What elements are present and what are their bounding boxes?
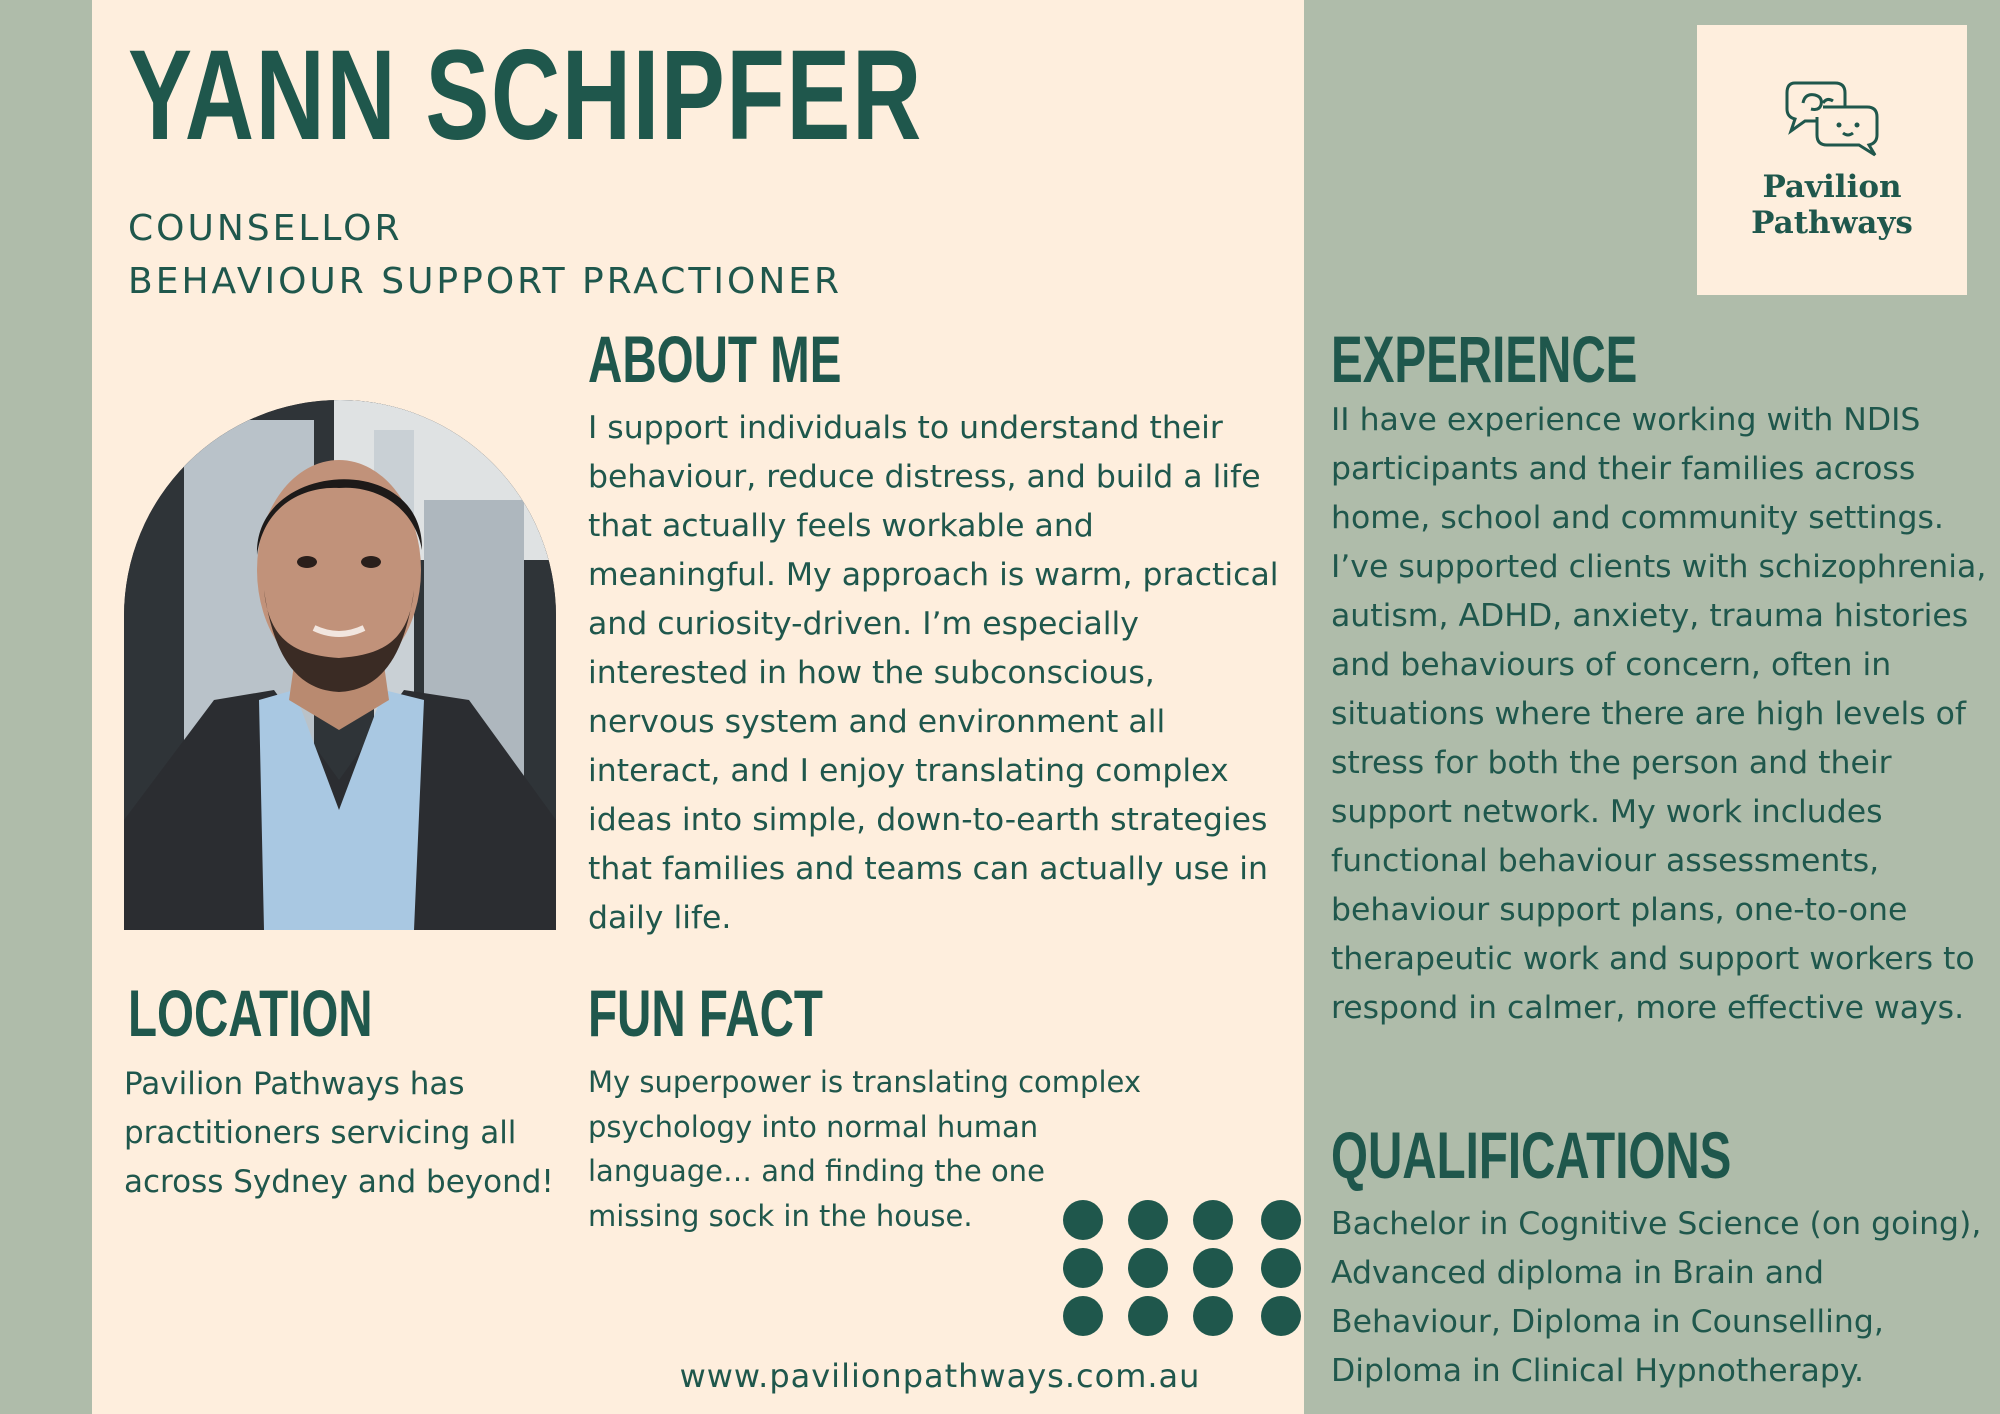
decorative-dot (1128, 1248, 1168, 1288)
portrait-image (124, 400, 556, 930)
decorative-dot (1261, 1296, 1301, 1336)
about-heading: ABOUT ME (588, 322, 842, 396)
profile-name: YANN SCHIPFER (128, 24, 923, 167)
decorative-dot (1193, 1248, 1233, 1288)
decorative-dot (1128, 1200, 1168, 1240)
qualifications-text: Bachelor in Cognitive Science (on going), Advanced diploma in Brain and Behaviour, Diploma in Counselling, Diploma in Clinical Hypnotherapy. (1331, 1206, 1982, 1389)
decorative-dot (1193, 1200, 1233, 1240)
decorative-dot (1128, 1296, 1168, 1336)
fun-fact-text: My superpower is translating complex psychology into normal human language… and finding the one missing sock in the house. (588, 1065, 1142, 1233)
decorative-dot (1063, 1248, 1103, 1288)
profile-photo (124, 400, 556, 930)
company-logo (1697, 25, 1967, 295)
decorative-dot-grid (1063, 1200, 1303, 1340)
role-title-behaviour-support: BEHAVIOUR SUPPORT PRACTIONER (128, 261, 843, 302)
fun-fact-heading: FUN FACT (588, 976, 823, 1050)
chat-bubbles-icon (1783, 77, 1881, 157)
decorative-dot (1261, 1248, 1301, 1288)
logo-text-pathways: Pathways (1751, 205, 1913, 241)
decorative-dot (1193, 1296, 1233, 1336)
experience-text: II have experience working with NDIS participants and their families across home, school and community settings. I’ve supported clients with schizophrenia, autism, ADHD, anxiety, trauma histories and behaviours of concern, often in situations where there are high levels of stress for both the person and their support network. My work includes functional behaviour assessments, behaviour support plans, one-to-one therapeutic work and support workers to respond in calmer, more effective ways. (1331, 402, 1987, 1026)
logo-text-pavilion: Pavilion (1762, 169, 1902, 205)
experience-heading: EXPERIENCE (1331, 322, 1638, 396)
website-link[interactable]: www.pavilionpathways.com.au (679, 1357, 1201, 1395)
qualifications-heading: QUALIFICATIONS (1331, 1118, 1732, 1192)
location-heading: LOCATION (128, 976, 373, 1050)
about-text: I support individuals to understand their behaviour, reduce distress, and build a life that actually feels workable and meaningful. My approach is warm, practical and curiosity-driven. I’m especially interested in how the subconscious, nervous system and environment all interact, and I enjoy translating complex ideas into simple, down-to-earth strategies that families and teams can actually use in daily life. (588, 410, 1279, 936)
decorative-dot (1261, 1200, 1301, 1240)
location-text: Pavilion Pathways has practitioners servicing all across Sydney and beyond! (124, 1066, 554, 1200)
decorative-dot (1063, 1296, 1103, 1336)
decorative-dot (1063, 1200, 1103, 1240)
role-title-counsellor: COUNSELLOR (128, 208, 403, 249)
